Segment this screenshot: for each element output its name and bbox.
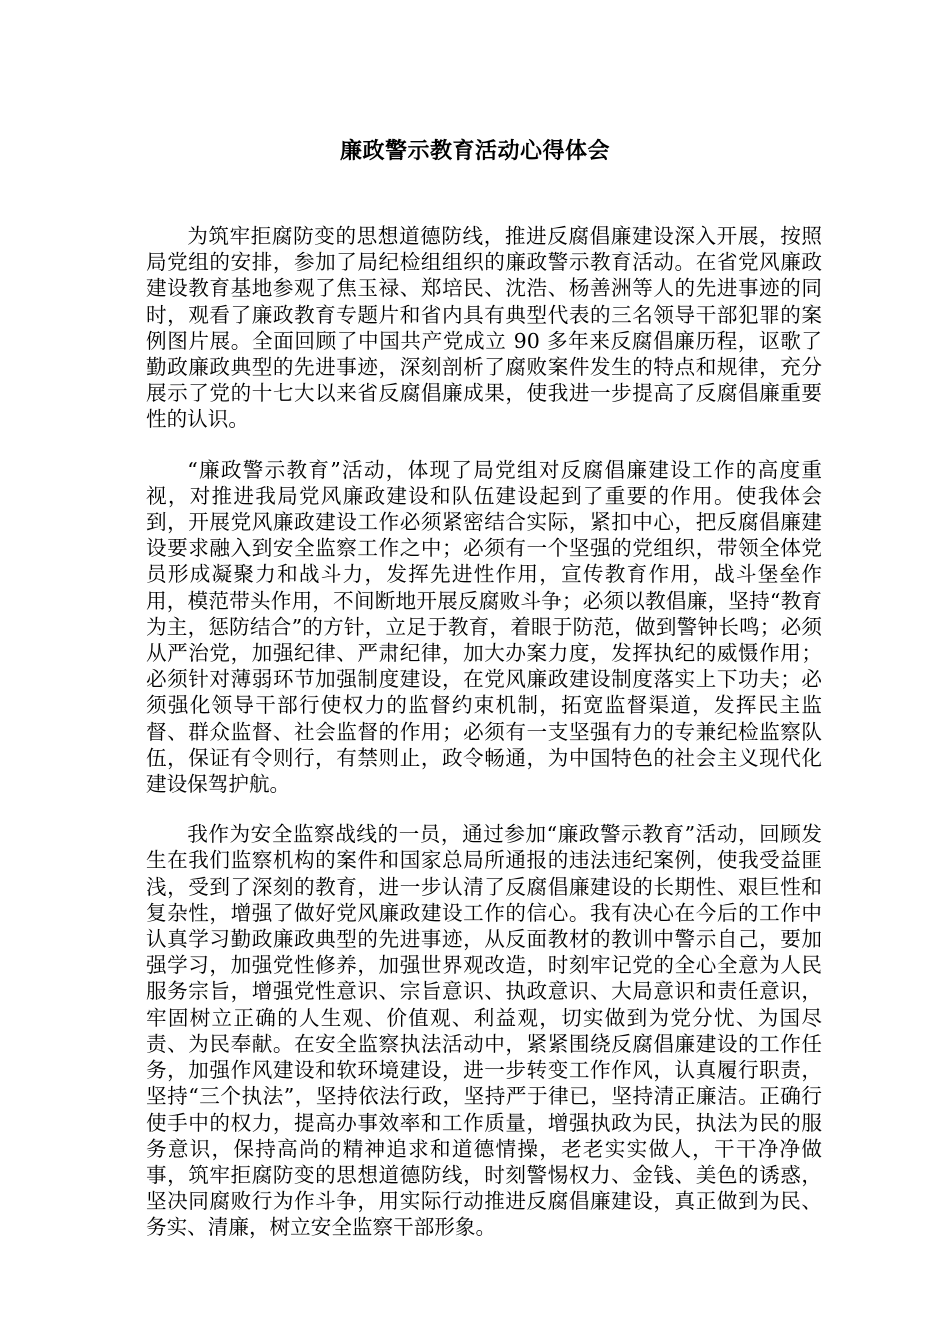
- document-body: [146, 223, 822, 1241]
- paragraph-3: 我作为安全监察战线的一员，通过参加“廉政警示教育”活动，回顾发生在我们监察机构的案件和国家总局所通报的违法违纪案例，使我受益匪浅，受到了深刻的教育，进一步认清了反腐倡廉建设的长期性、艰巨性和复杂性，增强了做好党风廉政建设工作的信心。我有决心在今后的工作中认真学习勤政廉政典型的先进事迹，从反面教材的教训中警示自己，要加强学习，加强党性修养，加强世界观改造，时刻牢记党的全心全意为人民服务宗旨，增强党性意识、宗旨意识、执政意识、大局意识和责任意识，牢固树立正确的人生观、价值观、利益观，切实做到为党分忧、为国尽责、为民奉献。在安全监察执法活动中，紧紧围绕反腐倡廉建设的工作任务，加强作风建设和软环境建设，进一步转变工作作风，认真履行职责，坚持“三个执法”，坚持依法行政，坚持严于律已，坚持清正廉洁。正确行使手中的权力，提高办事效率和工作质量，增强执政为民，执法为民的服务意识，保持高尚的精神追求和道德情操，老老实实做人，干干净净做事，筑牢拒腐防变的思想道德防线，时刻警惕权力、金钱、美色的诱惑，坚决同腐败行为作斗争，用实际行动推进反腐倡廉建设，真正做到为民、务实、清廉，树立安全监察干部形象。: [146, 822, 822, 1240]
- paragraph-1: 为筑牢拒腐防变的思想道德防线，推进反腐倡廉建设深入开展，按照局党组的安排，参加了局纪检组组织的廉政警示教育活动。在省党风廉政建设教育基地参观了焦玉禄、郑培民、沈浩、杨善洲等人的先进事迹的同时，观看了廉政教育专题片和省内具有典型代表的三名领导干部犯罪的案例图片展。全面回顾了中国共产党成立 90 多年来反腐倡廉历程，讴歌了勤政廉政典型的先进事迹，深刻剖析了腐败案件发生的特点和规律，充分展示了党的十七大以来省反腐倡廉成果，使我进一步提高了反腐倡廉重要性的认识。: [146, 224, 822, 432]
- paragraph-2: “廉政警示教育”活动，体现了局党组对反腐倡廉建设工作的高度重视，对推进我局党风廉政建设和队伍建设起到了重要的作用。使我体会到，开展党风廉政建设工作必须紧密结合实际，紧扣中心，把反腐倡廉建设要求融入到安全监察工作之中；必须有一个坚强的党组织，带领全体党员形成凝聚力和战斗力，发挥先进性作用，宣传教育作用，战斗堡垒作用，模范带头作用，不间断地开展反腐败斗争；必须以教倡廉，坚持“教育为主，惩防结合”的方针，立足于教育，着眼于防范，做到警钟长鸣；必须从严治党，加强纪律、严肃纪律，加大办案力度，发挥执纪的威慑作用；必须针对薄弱环节加强制度建设，在党风廉政建设制度落实上下功夫；必须强化领导干部行使权力的监督约束机制，拓宽监督渠道，发挥民主监督、群众监督、社会监督的作用；必须有一支坚强有力的专兼纪检监察队伍，保证有令则行，有禁则止，政令畅通，为中国特色的社会主义现代化建设保驾护航。: [146, 457, 822, 797]
- document-title: 廉政警示教育活动心得体会: [339, 138, 610, 164]
